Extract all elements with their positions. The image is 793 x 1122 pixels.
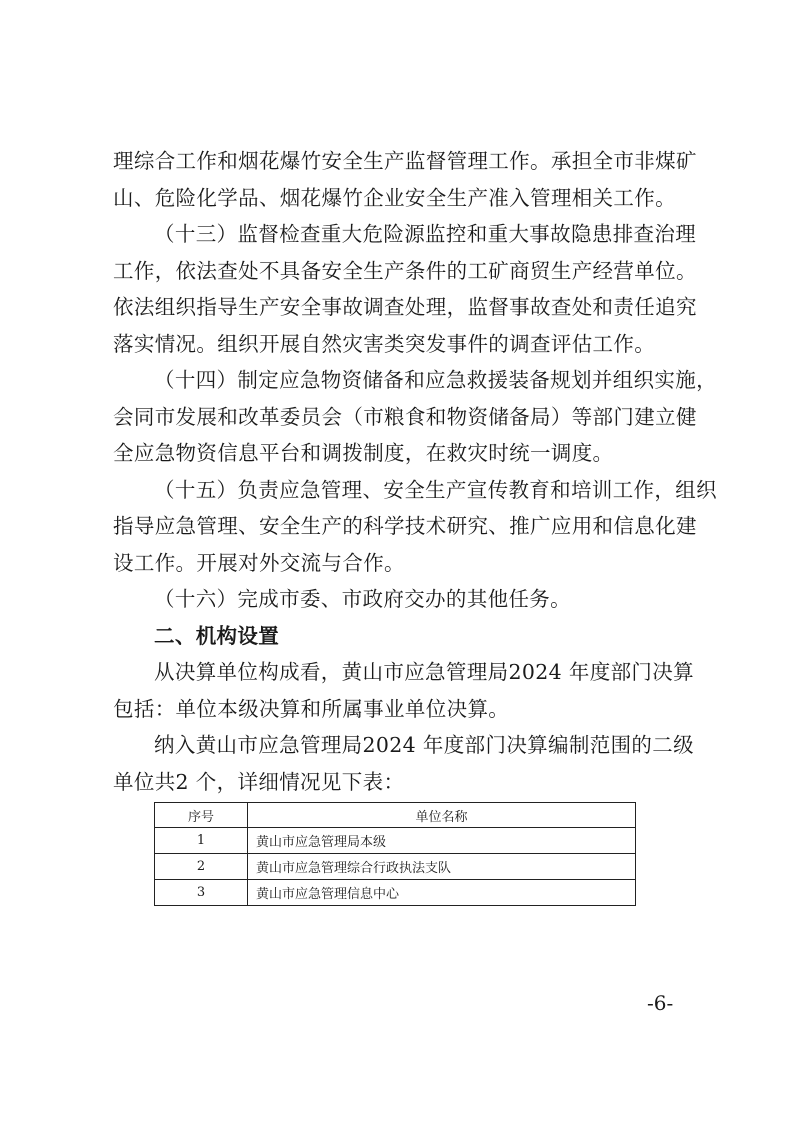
text-line: 依法组织指导生产安全事故调查处理，监督事故查处和责任追究 [113,295,697,319]
text-line: （十五）负责应急管理、安全生产宣传教育和培训工作，组织 [154,477,717,502]
header-unit-name: 单位名称 [248,803,636,828]
table-row [155,880,636,906]
text-line: 纳入黄山市应急管理局2024 年度部门决算编制范围的二级 [154,733,694,757]
text-line: 落实情况。组织开展自然灾害类突发事件的调查评估工作。 [113,331,656,356]
text-line: 从决算单位构成看，黄山市应急管理局2024 年度部门决算 [154,660,694,684]
text-line: 设工作。开展对外交流与合作。 [113,550,405,575]
cell-unit-name: 黄山市应急管理信息中心 [248,880,636,906]
cell-serial-number: 3 [155,880,248,906]
text-line: （十四）制定应急物资储备和应急救援装备规划并组织实施， [154,368,717,392]
body-text [113,143,717,800]
cell-serial-number: 2 [155,854,248,880]
text-line: 理综合工作和烟花爆竹安全生产监督管理工作。承担全市非煤矿 [113,149,697,173]
table-row [155,854,636,880]
section-heading: 二、机构设置 [154,623,280,648]
text-line: 会同市发展和改革委员会（市粮食和物资储备局）等部门建立健 [113,404,697,429]
text-line: 指导应急管理、安全生产的科学技术研究、推广应用和信息化建 [113,514,697,538]
text-line: 山、危险化学品、烟花爆竹企业安全生产准入管理相关工作。 [113,185,676,210]
text-line: 包括：单位本级决算和所属事业单位决算。 [113,696,510,721]
table-header-row [155,803,636,828]
cell-unit-name: 黄山市应急管理局本级 [248,828,636,854]
unit-table [154,802,636,906]
text-line: （十三）监督检查重大危险源监控和重大事故隐患排查治理 [154,222,697,246]
page-number: -6- [647,991,674,1015]
table-row [155,828,636,854]
text-line: 单位共2 个，详细情况见下表： [113,769,405,794]
header-serial-number: 序号 [155,803,248,828]
cell-serial-number: 1 [155,828,248,854]
cell-unit-name: 黄山市应急管理综合行政执法支队 [248,854,636,880]
text-line: 工作，依法查处不具备安全生产条件的工矿商贸生产经营单位。 [113,258,697,283]
text-line: 全应急物资信息平台和调拨制度，在救灾时统一调度。 [113,441,614,465]
text-line: （十六）完成市委、市政府交办的其他任务。 [154,587,571,611]
